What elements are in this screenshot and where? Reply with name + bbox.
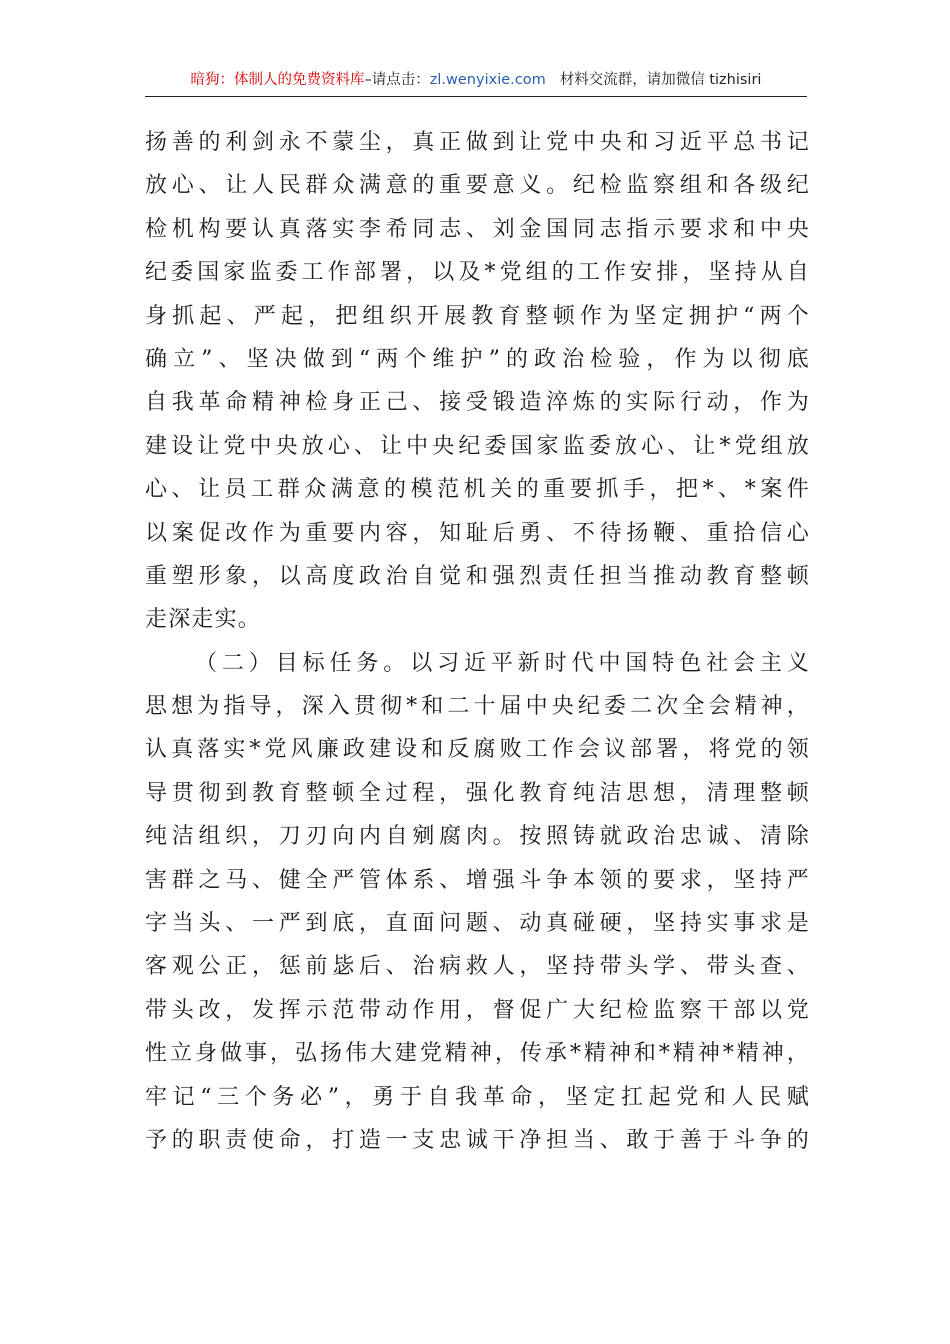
text-line: 重塑形象，以高度政治自觉和强烈责任担当推动教育整顿 [145, 563, 810, 589]
paragraph-2 [145, 642, 810, 1163]
text-line: 性立身做事，弘扬伟大建党精神，传承*精神和*精神*精神， [145, 1041, 810, 1067]
text-line: 确立”、坚决做到“两个维护”的政治检验，作为以彻底 [145, 346, 810, 372]
text-line: 纯洁组织，刀刃向内自剜腐肉。按照铸就政治忠诚、清除 [145, 824, 810, 850]
text-line: 认真落实*党风廉政建设和反腐败工作会议部署，将党的领 [145, 737, 810, 763]
text-line: 自我革命精神检身正己、接受锻造淬炼的实际行动，作为 [145, 390, 810, 416]
text-line: 走深走实。 [145, 607, 262, 633]
text-line: 扬善的利剑永不蒙尘，真正做到让党中央和习近平总书记 [145, 130, 810, 155]
text-line: 害群之马、健全严管体系、增强斗争本领的要求，坚持严 [145, 867, 810, 893]
text-line: 导贯彻到教育整顿全过程，强化教育纯洁思想，清理整顿 [145, 780, 810, 806]
text-line: 以案促改作为重要内容，知耻后勇、不待扬鞭、重拾信心 [145, 520, 810, 546]
header-link[interactable]: zl.wenyixie.com [429, 72, 546, 88]
text-line: 建设让党中央放心、让中央纪委国家监委放心、让*党组放 [145, 433, 810, 459]
text-line: 客观公正，惩前毖后、治病救人，坚持带头学、带头查、 [145, 954, 810, 980]
text-line: （二）目标任务。以习近平新时代中国特色社会主义 [195, 650, 810, 676]
text-line: 牢记“三个务必”，勇于自我革命，坚定扛起党和人民赋 [145, 1084, 810, 1110]
header-link-prefix: –请点击： [364, 72, 430, 88]
text-line: 带头改，发挥示范带动作用，督促广大纪检监察干部以党 [145, 997, 810, 1023]
text-line: 检机构要认真落实李希同志、刘金国同志指示要求和中央 [145, 216, 810, 242]
text-line: 纪委国家监委工作部署，以及*党组的工作安排，坚持从自 [145, 260, 810, 286]
text-line: 予的职责使命，打造一支忠诚干净担当、敢于善于斗争的 [145, 1127, 810, 1153]
text-line: 字当头、一严到底，直面问题、动真碰硬，坚持实事求是 [145, 911, 810, 937]
text-line: 心、让员工群众满意的模范机关的重要抓手，把*、*案件 [145, 477, 810, 503]
text-line: 身抓起、严起，把组织开展教育整顿作为坚定拥护“两个 [145, 303, 810, 329]
header-group-note: 材料交流群，请加微信 tizhisiri [559, 72, 762, 88]
paragraph-1 [145, 121, 810, 642]
text-line: 放心、让人民群众满意的重要意义。纪检监察组和各级纪 [145, 173, 810, 199]
header-brand: 暗狗：体制人的免费资料库 [190, 72, 365, 88]
document-body [145, 121, 810, 1162]
page-header [145, 66, 807, 97]
text-line: 思想为指导，深入贯彻*和二十届中央纪委二次全会精神， [145, 694, 810, 720]
